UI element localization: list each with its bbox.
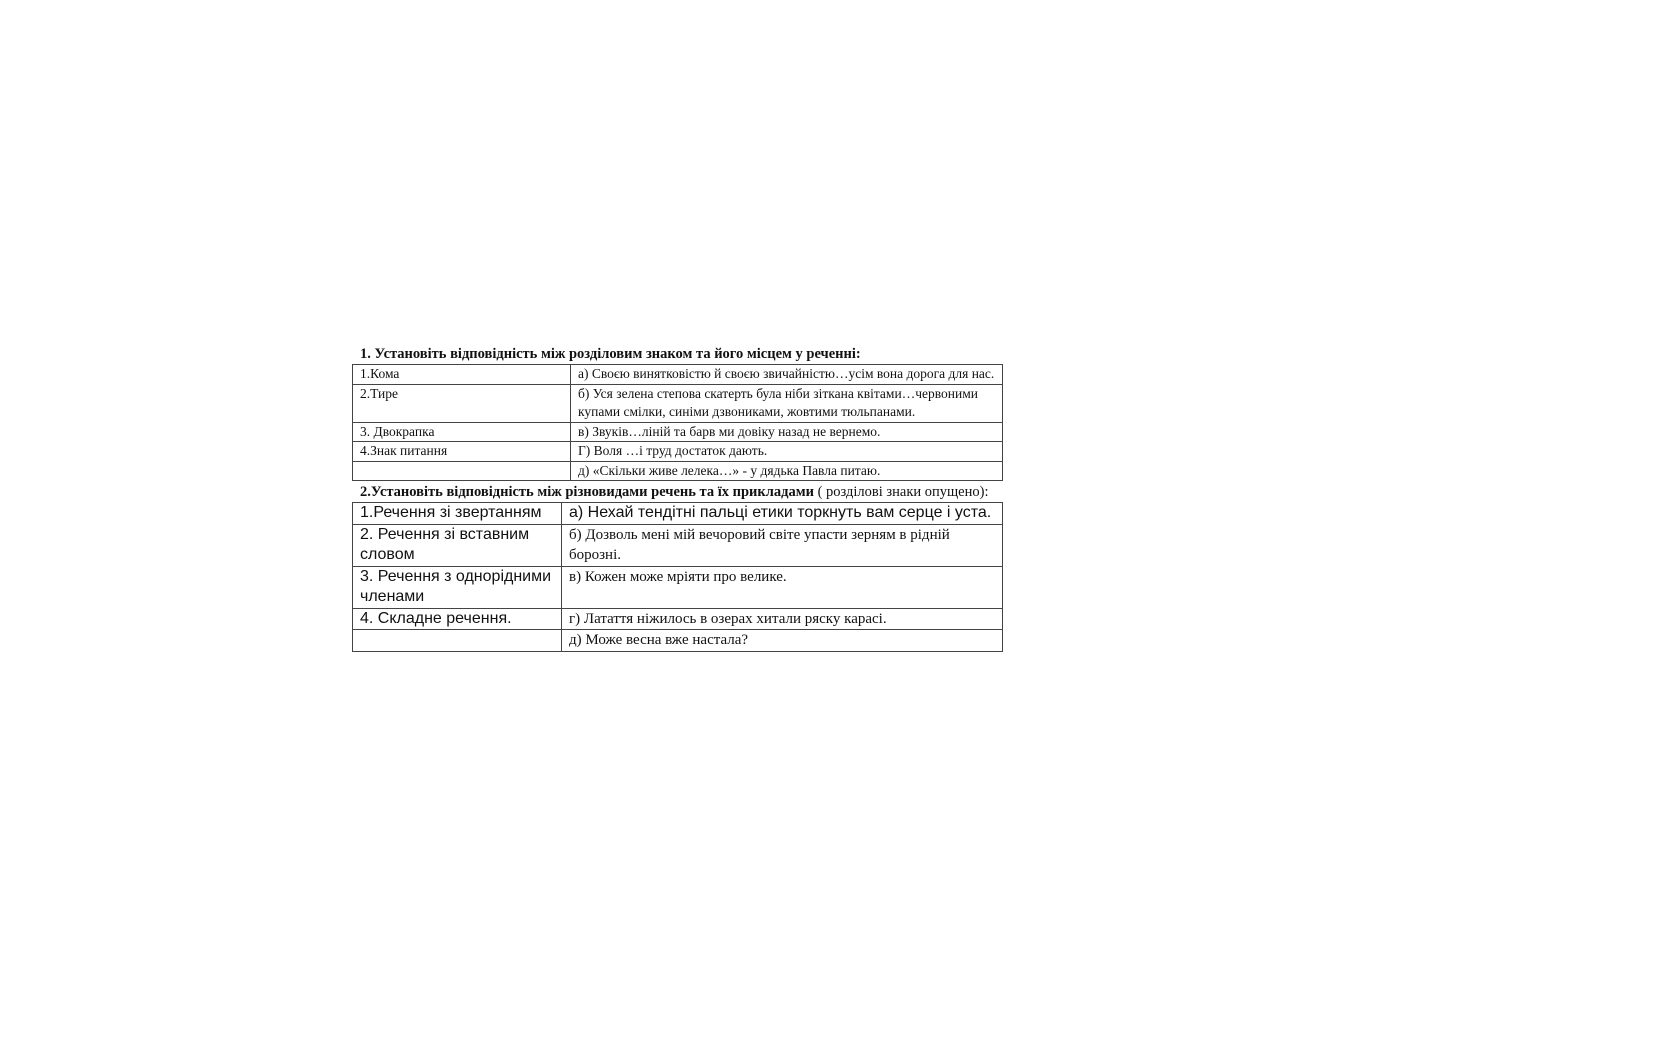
table-cell-left: 2.Тире [353, 384, 571, 422]
task2-heading-bold: 2.Установіть відповідність між різновидами речень та їх прикладами [360, 484, 814, 500]
table-cell-left: 3. Двокрапка [353, 422, 571, 442]
task2-heading [360, 484, 1002, 501]
table-cell-right: а) Нехай тендітні пальці етики торкнуть вам серце і уста. [562, 503, 1003, 525]
table-cell-left: 4.Знак питання [353, 442, 571, 462]
table-row [353, 422, 1003, 442]
table-row [353, 461, 1003, 481]
task1-table [352, 364, 1003, 481]
table-row [353, 630, 1003, 652]
table-row [353, 442, 1003, 462]
table-cell-right: б) Дозволь мені мій вечоровий світе упасти зерням в рідній борозні. [562, 524, 1003, 566]
table-cell-left [353, 630, 562, 652]
table-cell-left [353, 461, 571, 481]
table-cell-right: в) Звуків…ліній та барв ми довіку назад не вернемо. [571, 422, 1003, 442]
task1-heading: 1. Установіть відповідність між розділовим знаком та його місцем у реченні: [360, 346, 861, 362]
table-row [353, 365, 1003, 385]
table-cell-left: 1.Кома [353, 365, 571, 385]
task2-heading-note: ( розділові знаки опущено): [813, 484, 989, 500]
table-cell-right: б) Уся зелена степова скатерть була ніби зіткана квітами…червоними купами смілки, синіми дзвониками, жовтими тюльпанами. [571, 384, 1003, 422]
table-cell-right: в) Кожен може мріяти про велике. [562, 566, 1003, 608]
table-cell-left: 1.Речення зі звертанням [353, 503, 562, 525]
table-row [353, 384, 1003, 422]
table-row [353, 524, 1003, 566]
table-row [353, 608, 1003, 630]
table-cell-left: 3. Речення з однорідними членами [353, 566, 562, 608]
table-row [353, 566, 1003, 608]
table-cell-right: г) Латаття ніжилось в озерах хитали ряску карасі. [562, 608, 1003, 630]
table-cell-right: д) «Скільки живе лелека…» - у дядька Павла питаю. [571, 461, 1003, 481]
table-cell-right: а) Своєю винятковістю й своєю звичайністю…усім вона дорога для нас. [571, 365, 1003, 385]
table-cell-left: 2. Речення зі вставним словом [353, 524, 562, 566]
worksheet [352, 338, 1002, 652]
cut-off-text-line [592, 338, 752, 344]
table-cell-left: 4. Складне речення. [353, 608, 562, 630]
table-cell-right: д) Може весна вже настала? [562, 630, 1003, 652]
table-row [353, 503, 1003, 525]
table-cell-right: Г) Воля …і труд достаток дають. [571, 442, 1003, 462]
task2-table [352, 502, 1003, 652]
